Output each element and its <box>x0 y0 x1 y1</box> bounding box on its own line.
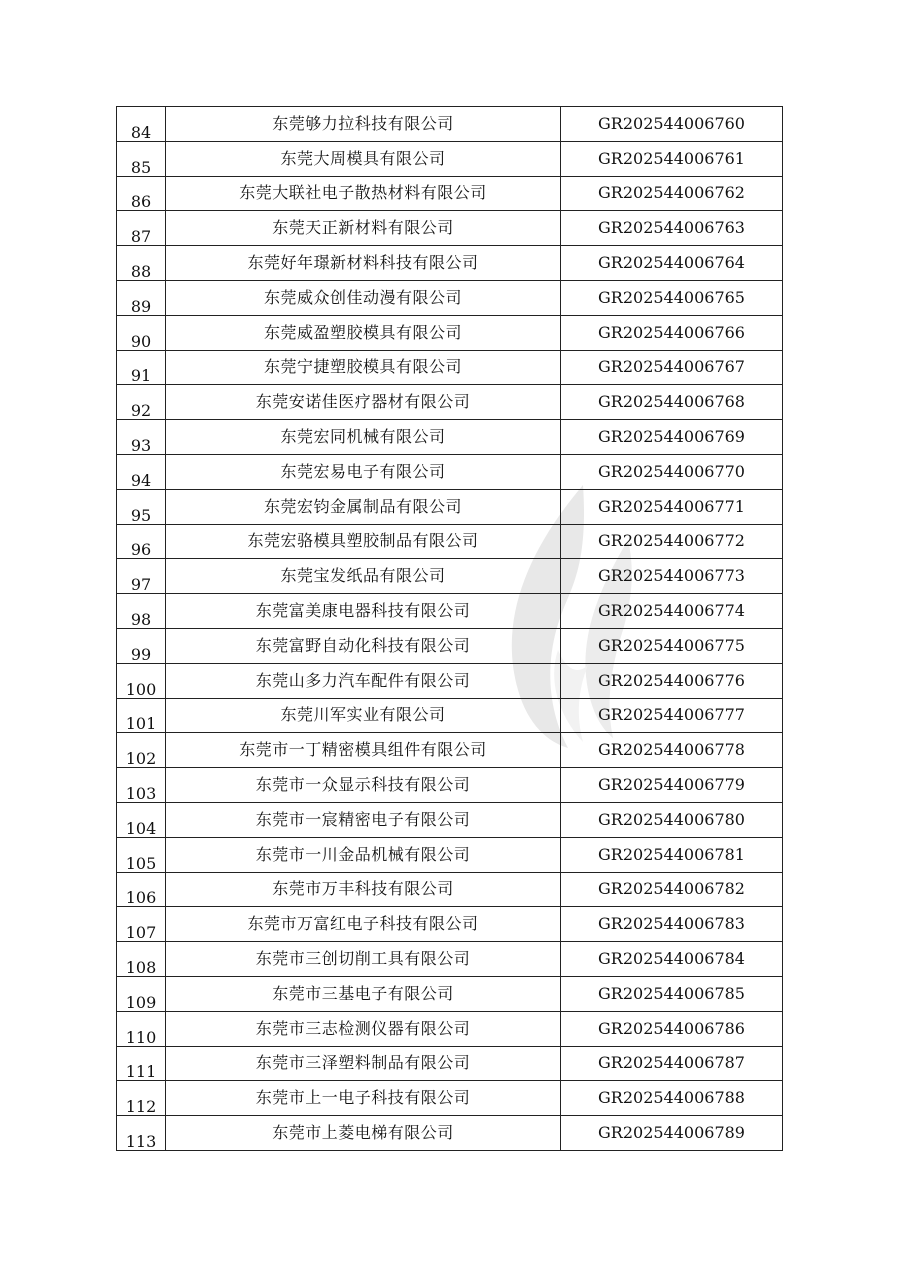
table-row <box>117 176 783 211</box>
certificate-code: GR202544006762 <box>561 176 783 211</box>
row-number: 89 <box>117 280 166 315</box>
row-number: 102 <box>117 733 166 768</box>
row-number: 113 <box>117 1116 166 1151</box>
company-name: 东莞市一众显示科技有限公司 <box>166 768 561 803</box>
row-number: 94 <box>117 454 166 489</box>
row-number: 106 <box>117 872 166 907</box>
table-row <box>117 872 783 907</box>
certificate-code: GR202544006773 <box>561 559 783 594</box>
certificate-code: GR202544006786 <box>561 1011 783 1046</box>
company-name: 东莞山多力汽车配件有限公司 <box>166 663 561 698</box>
row-number: 84 <box>117 107 166 142</box>
row-number: 107 <box>117 907 166 942</box>
table-row <box>117 837 783 872</box>
table-row <box>117 1011 783 1046</box>
company-name: 东莞市一川金品机械有限公司 <box>166 837 561 872</box>
table-row <box>117 698 783 733</box>
table-row <box>117 1081 783 1116</box>
certificate-code: GR202544006761 <box>561 141 783 176</box>
row-number: 112 <box>117 1081 166 1116</box>
company-name: 东莞大周模具有限公司 <box>166 141 561 176</box>
company-name: 东莞市一丁精密模具组件有限公司 <box>166 733 561 768</box>
company-name: 东莞宝发纸品有限公司 <box>166 559 561 594</box>
certificate-code: GR202544006779 <box>561 768 783 803</box>
company-name: 东莞宏易电子有限公司 <box>166 454 561 489</box>
certificate-code: GR202544006781 <box>561 837 783 872</box>
table-row <box>117 315 783 350</box>
company-name: 东莞川军实业有限公司 <box>166 698 561 733</box>
certificate-code: GR202544006787 <box>561 1046 783 1081</box>
company-name: 东莞市上菱电梯有限公司 <box>166 1116 561 1151</box>
company-name: 东莞安诺佳医疗器材有限公司 <box>166 385 561 420</box>
certificate-code: GR202544006768 <box>561 385 783 420</box>
table-row <box>117 280 783 315</box>
certificate-code: GR202544006780 <box>561 802 783 837</box>
table-row <box>117 350 783 385</box>
company-name: 东莞富野自动化科技有限公司 <box>166 628 561 663</box>
certificate-code: GR202544006785 <box>561 976 783 1011</box>
row-number: 85 <box>117 141 166 176</box>
table-row <box>117 907 783 942</box>
certificate-code: GR202544006771 <box>561 489 783 524</box>
row-number: 103 <box>117 768 166 803</box>
row-number: 98 <box>117 594 166 629</box>
certificate-code: GR202544006764 <box>561 246 783 281</box>
company-name: 东莞市上一电子科技有限公司 <box>166 1081 561 1116</box>
table-row <box>117 1116 783 1151</box>
company-name: 东莞大联社电子散热材料有限公司 <box>166 176 561 211</box>
certificate-code: GR202544006775 <box>561 628 783 663</box>
company-name: 东莞市万富红电子科技有限公司 <box>166 907 561 942</box>
certificate-code: GR202544006788 <box>561 1081 783 1116</box>
certificate-code: GR202544006778 <box>561 733 783 768</box>
company-name: 东莞宏同机械有限公司 <box>166 420 561 455</box>
company-name: 东莞威盈塑胶模具有限公司 <box>166 315 561 350</box>
certificate-code: GR202544006774 <box>561 594 783 629</box>
table-row <box>117 141 783 176</box>
row-number: 111 <box>117 1046 166 1081</box>
company-name: 东莞富美康电器科技有限公司 <box>166 594 561 629</box>
company-name: 东莞够力拉科技有限公司 <box>166 107 561 142</box>
table-row <box>117 489 783 524</box>
row-number: 92 <box>117 385 166 420</box>
row-number: 109 <box>117 976 166 1011</box>
row-number: 100 <box>117 663 166 698</box>
certificate-code: GR202544006769 <box>561 420 783 455</box>
row-number: 108 <box>117 942 166 977</box>
company-name: 东莞好年璟新材料科技有限公司 <box>166 246 561 281</box>
table-row <box>117 107 783 142</box>
row-number: 104 <box>117 802 166 837</box>
company-name: 东莞市三志检测仪器有限公司 <box>166 1011 561 1046</box>
company-name: 东莞市三基电子有限公司 <box>166 976 561 1011</box>
certificate-code: GR202544006782 <box>561 872 783 907</box>
row-number: 99 <box>117 628 166 663</box>
company-list-table <box>116 106 783 1151</box>
table-row <box>117 768 783 803</box>
row-number: 110 <box>117 1011 166 1046</box>
row-number: 87 <box>117 211 166 246</box>
table-row <box>117 559 783 594</box>
certificate-code: GR202544006760 <box>561 107 783 142</box>
certificate-code: GR202544006770 <box>561 454 783 489</box>
table-row <box>117 942 783 977</box>
company-name: 东莞宏骆模具塑胶制品有限公司 <box>166 524 561 559</box>
table-row <box>117 524 783 559</box>
row-number: 88 <box>117 246 166 281</box>
row-number: 101 <box>117 698 166 733</box>
row-number: 93 <box>117 420 166 455</box>
company-name: 东莞威众创佳动漫有限公司 <box>166 280 561 315</box>
company-name: 东莞宁捷塑胶模具有限公司 <box>166 350 561 385</box>
certificate-code: GR202544006763 <box>561 211 783 246</box>
table-row <box>117 1046 783 1081</box>
table-row <box>117 802 783 837</box>
certificate-code: GR202544006766 <box>561 315 783 350</box>
company-name: 东莞市一宸精密电子有限公司 <box>166 802 561 837</box>
company-name: 东莞市万丰科技有限公司 <box>166 872 561 907</box>
row-number: 91 <box>117 350 166 385</box>
certificate-code: GR202544006767 <box>561 350 783 385</box>
certificate-code: GR202544006765 <box>561 280 783 315</box>
table-row <box>117 733 783 768</box>
table-row <box>117 628 783 663</box>
certificate-code: GR202544006772 <box>561 524 783 559</box>
row-number: 105 <box>117 837 166 872</box>
certificate-code: GR202544006783 <box>561 907 783 942</box>
table-row <box>117 454 783 489</box>
table-row <box>117 420 783 455</box>
company-name: 东莞市三创切削工具有限公司 <box>166 942 561 977</box>
certificate-code: GR202544006777 <box>561 698 783 733</box>
table-row <box>117 211 783 246</box>
row-number: 97 <box>117 559 166 594</box>
table-row <box>117 594 783 629</box>
certificate-code: GR202544006789 <box>561 1116 783 1151</box>
table-row <box>117 385 783 420</box>
company-name: 东莞市三泽塑料制品有限公司 <box>166 1046 561 1081</box>
row-number: 90 <box>117 315 166 350</box>
table-row <box>117 663 783 698</box>
company-name: 东莞天正新材料有限公司 <box>166 211 561 246</box>
company-list-body <box>117 107 783 1151</box>
row-number: 96 <box>117 524 166 559</box>
table-row <box>117 246 783 281</box>
certificate-code: GR202544006776 <box>561 663 783 698</box>
certificate-code: GR202544006784 <box>561 942 783 977</box>
row-number: 86 <box>117 176 166 211</box>
company-name: 东莞宏钧金属制品有限公司 <box>166 489 561 524</box>
table-row <box>117 976 783 1011</box>
row-number: 95 <box>117 489 166 524</box>
